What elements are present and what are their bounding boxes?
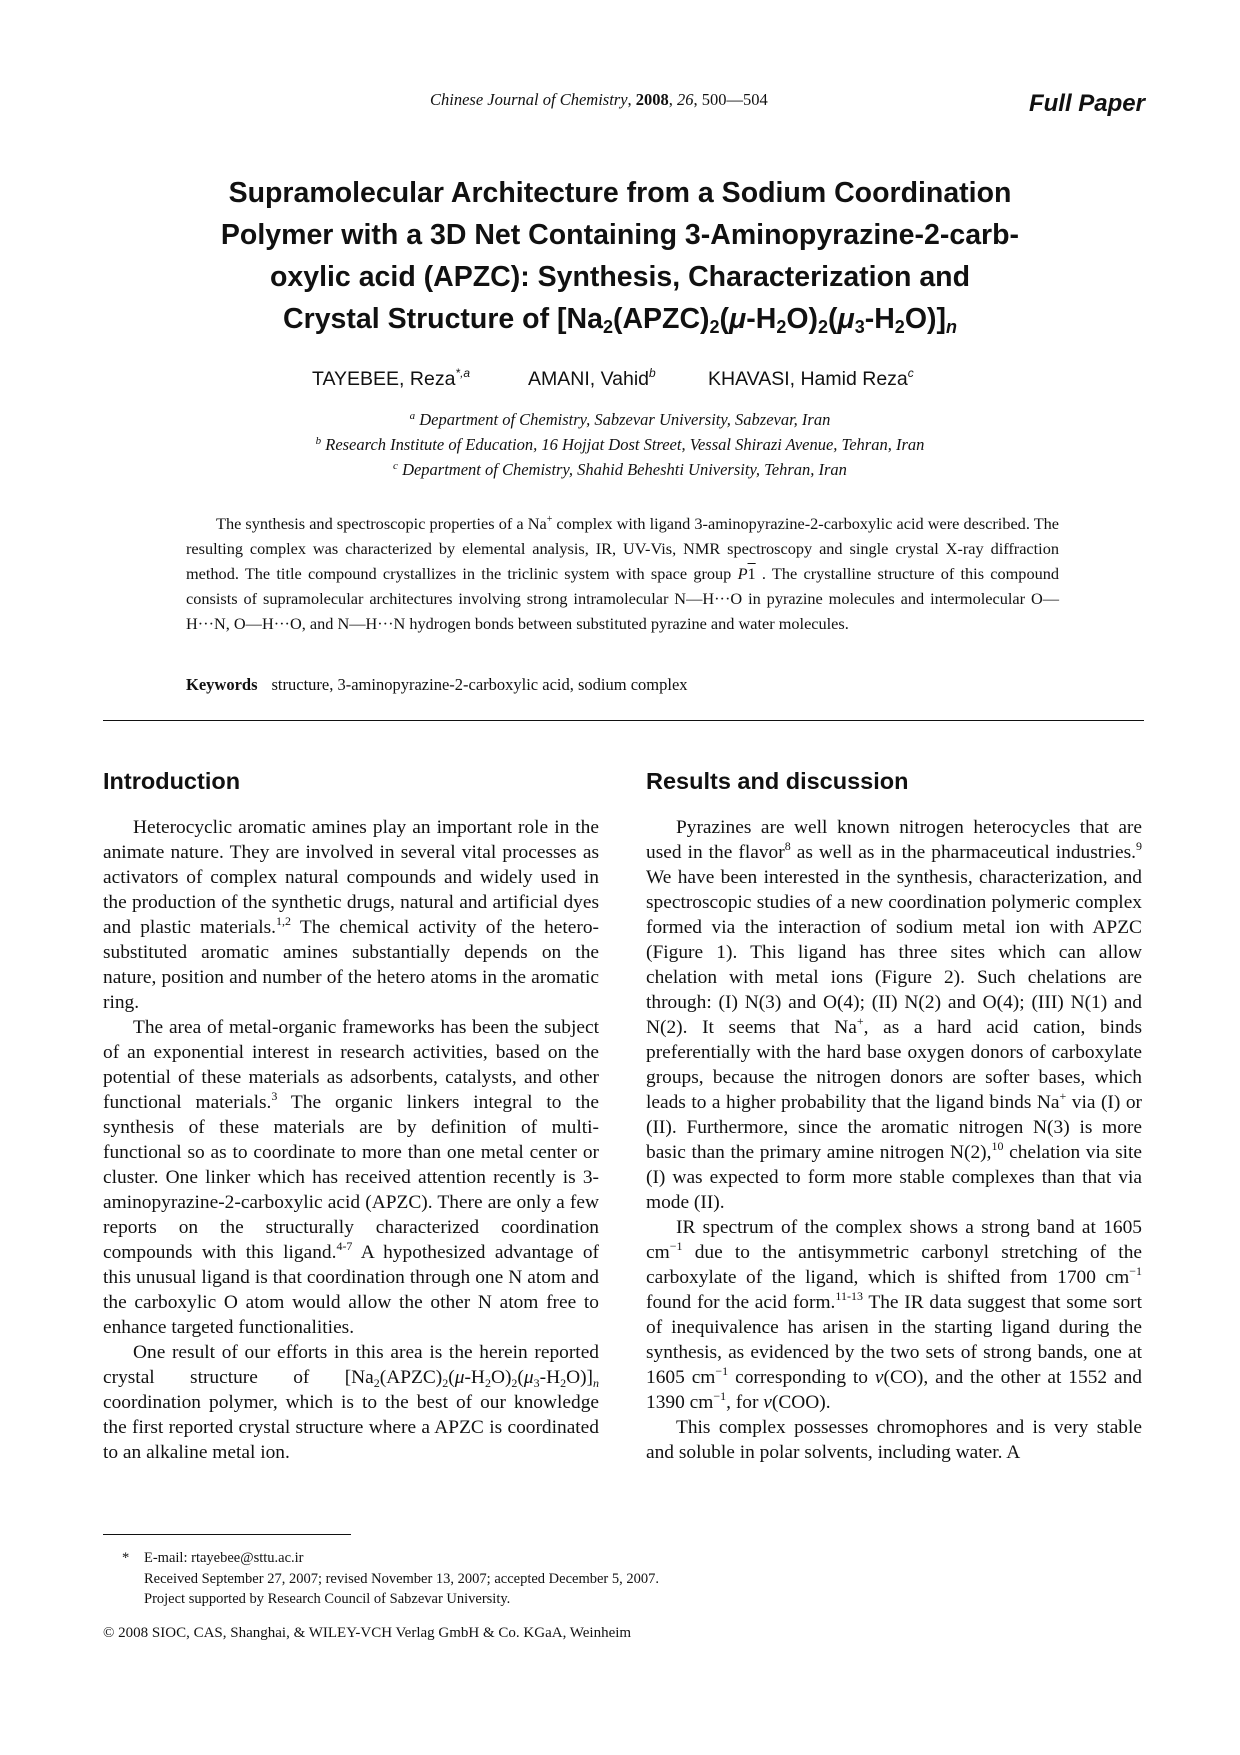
affiliation-mark: b [315,435,322,447]
footnote-email: E-mail: rtayebee@sttu.ac.ir [144,1550,304,1566]
title-line-3: oxylic acid (APZC): Synthesis, Characterization and [269,261,970,293]
paragraph-text: corresponding to [728,1367,875,1388]
paragraph-text: , as a hard acid cation, binds preferentially with the hard base oxygen donors of carboxylate groups, because the nitrogen donors are softer bases, which leads to a higher probability that the ligand binds Na [646,1017,1142,1113]
affiliation-c [0,457,1240,482]
intro-paragraph-2 [103,1015,599,1340]
author-3 [708,368,914,391]
author-name: AMANI, Vahid [528,368,650,390]
footnote-star: * [122,1550,130,1566]
affiliation-text: Department of Chemistry, Shahid Beheshti University, Tehran, Iran [402,460,847,479]
keywords-text: structure, 3-aminopyrazine-2-carboxylic acid, sodium complex [271,675,688,694]
paragraph-text: as well as in the pharmaceutical industries. [790,842,1136,863]
section-divider [103,720,1144,721]
affiliation-text: Research Institute of Education, 16 Hojjat Dost Street, Vessal Shirazi Avenue, Tehran, Iran [325,435,925,454]
title-line-2: Polymer with a 3D Net Containing 3-Aminopyrazine-2-carb- [220,219,1020,251]
abstract-paragraph [186,511,1059,636]
paragraph-text: found for the acid form. [646,1292,836,1313]
unit-superscript: −1 [669,1239,683,1253]
abstract-text: . The crystalline structure of this compound consists of supramolecular architectures involving strong intramolecular N—H···O in pyrazine molecules and intermolecular O—H···N, O—H···O, and N—H···N hydrogen bonds between substituted pyrazine and water molecules. [186,564,1060,633]
citation-ref: 3 [271,1089,278,1103]
introduction-section [103,766,599,1465]
paragraph-text: , for [726,1392,764,1413]
paragraph-text: A hypothesized advantage of this unusual ligand is that coordination through one N atom and the carboxylic O atom would allow the other N atom free to enhance targeted functionalities. [103,1242,599,1338]
paragraph-text: The area of metal-organic frameworks has been the subject of an exponential interest in research activities, based on the potential of these materials as adsorbents, catalysts, and other functional materials. [103,1017,599,1113]
affiliation-mark: a [409,410,416,422]
title-line-4 [150,298,1090,340]
citation-ref: 9 [1136,839,1142,853]
footnote-divider [103,1534,351,1535]
paragraph-text: The IR data suggest that some sort of inequivalence has arisen in the starting ligand during the synthesis, as evidenced by the two sets of strong bands, one at 1605 cm [646,1292,1143,1388]
affiliation-a [0,407,1240,432]
charge-superscript: + [856,1014,864,1028]
affiliation-mark: c [393,460,398,472]
results-paragraph-2 [646,1215,1142,1415]
introduction-heading: Introduction [103,768,241,794]
paragraph-text: chelation via site (I) was expected to form more stable complexes than that via mode (II). [646,1142,1143,1213]
results-paragraph-3: This complex possesses chromophores and is very stable and soluble in polar solvents, including water. A [646,1417,1142,1463]
copyright-line: © 2008 SIOC, CAS, Shanghai, & WILEY-VCH Verlag GmbH & Co. KGaA, Weinheim [103,1625,632,1641]
results-section [646,766,1142,1465]
paragraph-text: The chemical activity of the hetero-substituted aromatic amines substantially depends on the nature, position and number of the hetero atoms in the aromatic ring. [103,917,599,1013]
keywords [186,675,688,695]
author-2 [528,368,656,391]
affiliation-b [0,432,1240,457]
author-name: KHAVASI, Hamid Reza [708,368,908,390]
author-mark: *,a [455,366,471,380]
citation-ref: 11-13 [835,1289,863,1303]
charge-superscript: + [546,514,553,525]
author-mark: b [649,366,656,380]
nu-symbol: ν [763,1392,772,1413]
paragraph-text: (COO). [771,1392,831,1413]
abstract-text: The synthesis and spectroscopic properties of a Na [216,514,547,533]
affiliation-text: Department of Chemistry, Sabzevar University, Sabzevar, Iran [419,410,831,429]
unit-superscript: −1 [715,1364,729,1378]
intro-paragraph-3 [103,1340,599,1465]
paragraph-text: IR spectrum of the complex shows a strong band at 1605 cm [646,1217,1142,1263]
space-group-letter: P [737,564,748,583]
title-line-4-prefix: Crystal Structure of [283,303,557,335]
journal-name: Chinese Journal of Chemistry [430,90,628,109]
nu-symbol: ν [874,1367,884,1388]
journal-citation: Chinese Journal of Chemistry, 2008, 26, 500—504 [430,90,768,109]
paragraph-text: One result of our efforts in this area is the herein reported crystal structure of [103,1342,599,1388]
journal-pages: 500—504 [701,90,768,109]
title-formula: $[Na_2(APZC)_2(\mu-H_2O)_2(\mu_3-H_2O)]_n$ [557,303,957,337]
footnotes [122,1548,659,1610]
title-line-1: Supramolecular Architecture from a Sodium Coordination [228,177,1012,209]
running-header [0,90,1240,117]
article-type-label: Full Paper [1028,90,1145,117]
abstract [186,511,1059,636]
author-mark: c [907,366,914,380]
citation-ref: 1,2 [275,914,291,928]
footnote-email-line [122,1548,659,1569]
paragraph-text: Pyrazines are well known nitrogen heterocycles that are used in the flavor [646,817,1142,863]
footnote-support: Project supported by Research Council of Sabzevar University. [144,1591,511,1607]
paper-title [150,172,1090,340]
journal-volume: 26 [677,90,694,109]
paragraph-text: Heterocyclic aromatic amines play an important role in the animate nature. They are involved in several vital processes as activators of complex natural compounds and widely used in the production of the synthetic drugs, natural and artificial dyes and plastic materials. [103,817,599,938]
paragraph-text: coordination polymer, which is to the best of our knowledge the first reported crystal structure where a APZC is coordinated to an alkaline metal ion. [103,1392,599,1463]
inline-formula: $[Na_2(APZC)_2(\mu-H_2O)_2(\mu_3-H_2O)]_n$ [344,1367,599,1390]
paragraph-text: The organic linkers integral to the synthesis of these materials are by definition of multi-functional so as to coordinate to more than one metal center or cluster. One linker which has received attention recently is 3-aminopyrazine-2-carboxylic acid (APZC). There are only a few reports on the structurally characterized coordination compounds with this ligand. [103,1092,599,1263]
citation-ref: 10 [991,1139,1004,1153]
keywords-label: Keywords [186,675,258,694]
charge-superscript: + [1059,1089,1067,1103]
space-group [738,564,756,583]
journal-year: 2008 [635,90,669,109]
results-paragraph-1 [646,815,1142,1215]
abstract-text: complex with ligand 3-aminopyrazine-2-carboxylic acid were described. The resulting complex was characterized by elemental analysis, IR, UV-Vis, NMR spectroscopy and single crystal X-ray diffraction method. The title compound crystallizes in the triclinic system with space group [186,514,1060,583]
paragraph-text: via (I) or (II). Furthermore, since the aromatic nitrogen N(3) is more basic than the primary amine nitrogen N(2), [646,1092,1142,1163]
author-1 [312,368,470,391]
paragraph-text: We have been interested in the synthesis, characterization, and spectroscopic studies of a new coordination polymeric complex formed via the interaction of sodium metal ion with APZC (Figure 1). This ligand has three sites which can allow chelation with metal ions (Figure 2). Such chelations are through: (I) N(3) and O(4); (II) N(2) and O(4); (III) N(1) and N(2). It seems that Na [646,867,1142,1038]
author-name: TAYEBEE, Reza [312,368,456,390]
unit-superscript: −1 [1129,1264,1142,1278]
intro-paragraph-1 [103,815,599,1015]
results-heading: Results and discussion [646,768,909,794]
unit-superscript: −1 [713,1389,727,1403]
footnote-dates: Received September 27, 2007; revised November 13, 2007; accepted December 5, 2007. [144,1570,659,1587]
paragraph-text: due to the antisymmetric carbonyl stretching of the carboxylate of the ligand, which is shifted from 1700 cm [646,1242,1142,1288]
space-group-number: 1 [747,564,756,583]
citation-ref: 4-7 [336,1239,353,1253]
paragraph-text: (CO), and the other at 1552 and 1390 cm [646,1367,1142,1413]
citation-ref: 8 [784,839,791,853]
affiliations [0,407,1240,482]
